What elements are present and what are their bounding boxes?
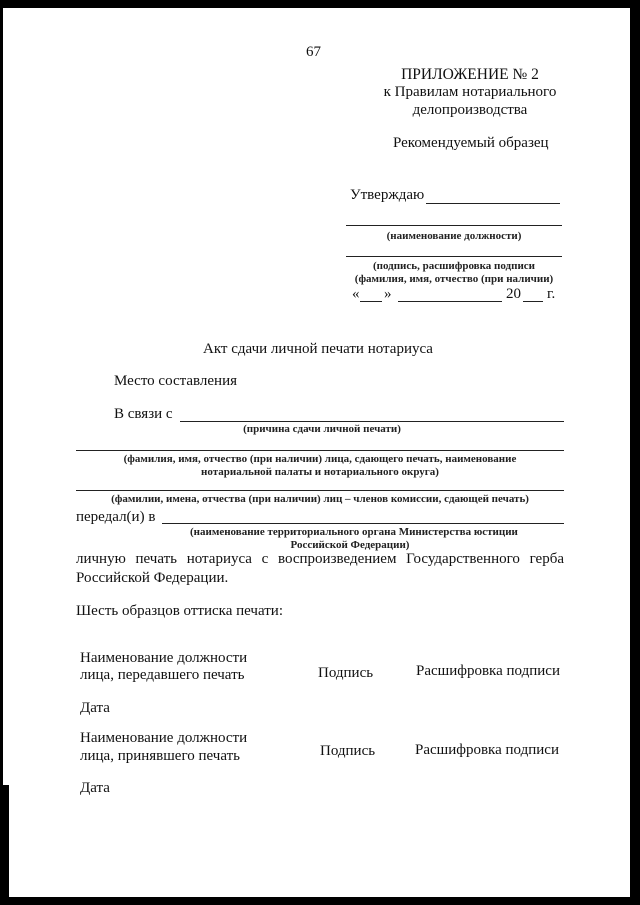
recipient-signature-label: Подпись [320,743,376,759]
transferor-position-line1: Наименование должности [80,650,248,666]
recipient-decoding-label: Расшифровка подписи [415,742,559,758]
body-text-line1: личную печать нотариуса с воспроизведением Государственного герба [76,551,564,567]
organ-caption-line2: Российской Федерации) [290,539,410,551]
appendix-title: ПРИЛОЖЕНИЕ № 2 [401,66,539,83]
transferor-decoding-label: Расшифровка подписи [416,663,560,679]
position-caption: (наименование должности) [386,230,522,242]
signature-line[interactable] [346,256,562,257]
transferor-signature-label: Подпись [318,665,374,681]
page-number: 67 [306,44,321,60]
scan-edge-left-bottom [0,785,9,905]
samples-label: Шесть образцов оттиска печати: [76,603,283,619]
organ-field[interactable] [162,523,564,524]
approve-signature-line[interactable] [426,203,560,204]
appendix-subtitle-line2: делопроизводства [412,102,528,118]
date-year-prefix: 20 [506,286,521,302]
reason-label: В связи с [114,406,173,422]
recipient-position-line2: лица, принявшего печать [80,748,241,764]
organ-caption-line1: (наименование территориального органа Министерства юстиции [190,526,518,538]
date-month-field[interactable] [398,301,502,302]
commission-caption: (фамилии, имена, отчества (при наличии) лиц – членов комиссии, сдающей печать) [111,493,529,505]
notary-field[interactable] [76,450,564,451]
position-line[interactable] [346,225,562,226]
act-title: Акт сдачи личной печати нотариуса [203,341,433,357]
date-year-suffix: г. [547,286,556,302]
appendix-subtitle-line1: к Правилам нотариального [383,84,557,100]
scan-edge-bottom [0,897,640,905]
notary-caption-line1: (фамилия, имя, отчество (при наличии) лица, сдающего печать, наименование [123,453,517,465]
date-year-field[interactable] [523,301,543,302]
reason-caption: (причина сдачи личной печати) [243,423,401,435]
recommended-sample-label: Рекомендуемый образец [393,135,549,151]
body-text-line2: Российской Федерации. [76,570,229,586]
scan-edge-left [0,0,3,905]
recipient-position-line1: Наименование должности [80,730,248,746]
approve-label: Утверждаю [350,187,425,203]
transferor-date-label: Дата [80,700,110,716]
scan-edge-right [630,0,640,905]
signature-caption-line2: (фамилия, имя, отчество (при наличии) [354,273,554,285]
date-day-field[interactable] [360,301,382,302]
notary-caption-line2: нотариальной палаты и нотариального округа) [201,466,439,478]
transferor-position-line2: лица, передавшего печать [80,667,245,683]
date-close-quote: » [384,286,392,302]
recipient-date-label: Дата [80,780,110,796]
date-open-quote: « [352,286,360,302]
reason-field[interactable] [180,421,564,422]
signature-caption-line1: (подпись, расшифровка подписи [372,260,536,272]
transferred-label: передал(и) в [76,509,156,525]
place-label: Место составления [114,373,238,389]
scan-edge-top [0,0,640,8]
commission-field[interactable] [76,490,564,491]
